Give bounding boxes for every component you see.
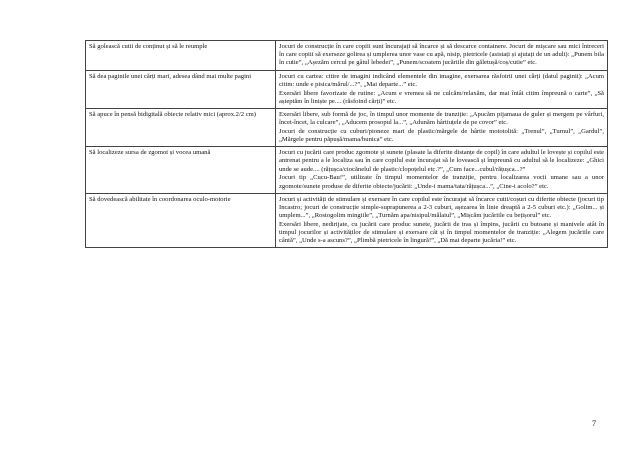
- table-row: [86, 108, 608, 146]
- objective-cell: Să golească cutii de conținut și să le reumple: [86, 41, 276, 71]
- activity-paragraph: Jocuri și activități de stimulare și exersare în care copilul este încurajat să încarce cutii/coșuri cu diferite obiecte (jocuri tip Incastro; jocuri de construcție simple-suprapunerea a 2-3 cuburi, așezarea în linie dreaptă a 2-5 cuburi etc.): „Golim... și umplem...”, „Rostogolim mingiile”, „Turnăm apa/nisipul/mălaiul”, „Mișcăm jucăriile cu bețișorul” etc.: [279, 195, 604, 220]
- table-row: [86, 41, 608, 71]
- activities-cell: [276, 108, 608, 146]
- objective-cell: Să apuce în pensă bidigitală obiecte relativ mici (aprox.2/2 cm): [86, 108, 276, 146]
- activities-cell: [276, 193, 608, 248]
- activity-paragraph: Jocuri cu cartea: citire de imagini indicând elementele din imagine, exersarea răsfoirii unei cărți (datul paginii): „Acum citim: unde e pisica/mărul/...?”, „Mai departe...” etc.: [279, 72, 604, 88]
- activity-paragraph: Jocuri de construcție în care copiii sunt încurajați să încarce și să descarce containere. Jocuri de mișcare sau mici întreceri în care copiii să exerseze golirea și umplerea unor vase cu apă, nisip, pietricele (asistați și ajutați de un adult): „Punem bila în cutie”, „Așezăm cercul pe gâtul lebedei”, „Punem/scoatem jucăriile din găletușă/coș/cutie” etc.: [279, 43, 604, 67]
- activities-cell: [276, 147, 608, 194]
- activities-cell: [276, 41, 608, 71]
- objective-cell: Să dea paginile unei cărți mari, adesea dând mai multe pagini: [86, 70, 276, 108]
- activity-paragraph: Exersări libere favorizate de rutine: „Acum e vremea să ne culcăm/relaxăm, dar mai întâi citim împreună o carte”, „Să așteptăm în liniște pe.... (răsfoind cărți)” etc.: [279, 89, 604, 105]
- table-row: [86, 147, 608, 194]
- objective-cell: Să localizeze sursa de zgomot și vocea umană: [86, 147, 276, 194]
- activity-paragraph: Exersări libere, nedirijate, cu jucării care produc sunete, jucării de tras și împins, jucării cu butoane și manivele atât în timpul jocurilor și activităților de stimulare și exersare cât și în timpul momentelor de tranziție: „Alegem jucăriile care cântă”, „Unde s-a ascuns?”, „Plimbă pietricele în lingură!”, „Dă mai departe jucăria!” etc.: [279, 220, 604, 245]
- activities-cell: [276, 70, 608, 108]
- table-row: [86, 193, 608, 248]
- activity-paragraph: Exersări libere, sub formă de joc, în timpul unor momente de tranziție: „Apucăm pijamaua de guler și mergem pe vârfuri, încet-încet, la culcare”, „Aducem prosopul la...”, „Adunăm hârtiuțele de pe covor” etc.: [279, 110, 604, 127]
- page-number: 7: [592, 419, 596, 428]
- table-row: [86, 70, 608, 108]
- activity-paragraph: Jocuri cu jucării care produc zgomote și sunete (plasate la diferite distanțe de copil) în care adultul le lovește și copilul este antrenat pentru a le localiza sau în care copilul este încurajat să le lovească și împreună cu adultul să le localizeze: „Ghici unde se aude.... (rățușca/ciocănelul de plastic/clopoțelul etc.?”, „Cum face...cubul/rățușca...?”: [279, 149, 604, 173]
- activities-table: [85, 40, 608, 248]
- activity-paragraph: Jocuri de construcție cu cuburi/pioneze mari de plastic/mărgele de hârtie mototolită: „Trenul”, „Turnul”, „Gardul”, „Mărgele pentru păpușă/mama/bunica” etc.: [279, 127, 604, 144]
- activity-paragraph: Jocuri tip „Cucu-Bau!”, utilizate în timpul momentelor de tranziție, pentru localizarea vocii umane sau a unor zgomote/sunete produse de diferite obiecte/jucării: „Unde-i mama/tata/rățușca...”, „Cine-i acolo?” etc.: [279, 174, 604, 190]
- objective-cell: Să dovedească abilitate în coordonarea oculo-motorie: [86, 193, 276, 248]
